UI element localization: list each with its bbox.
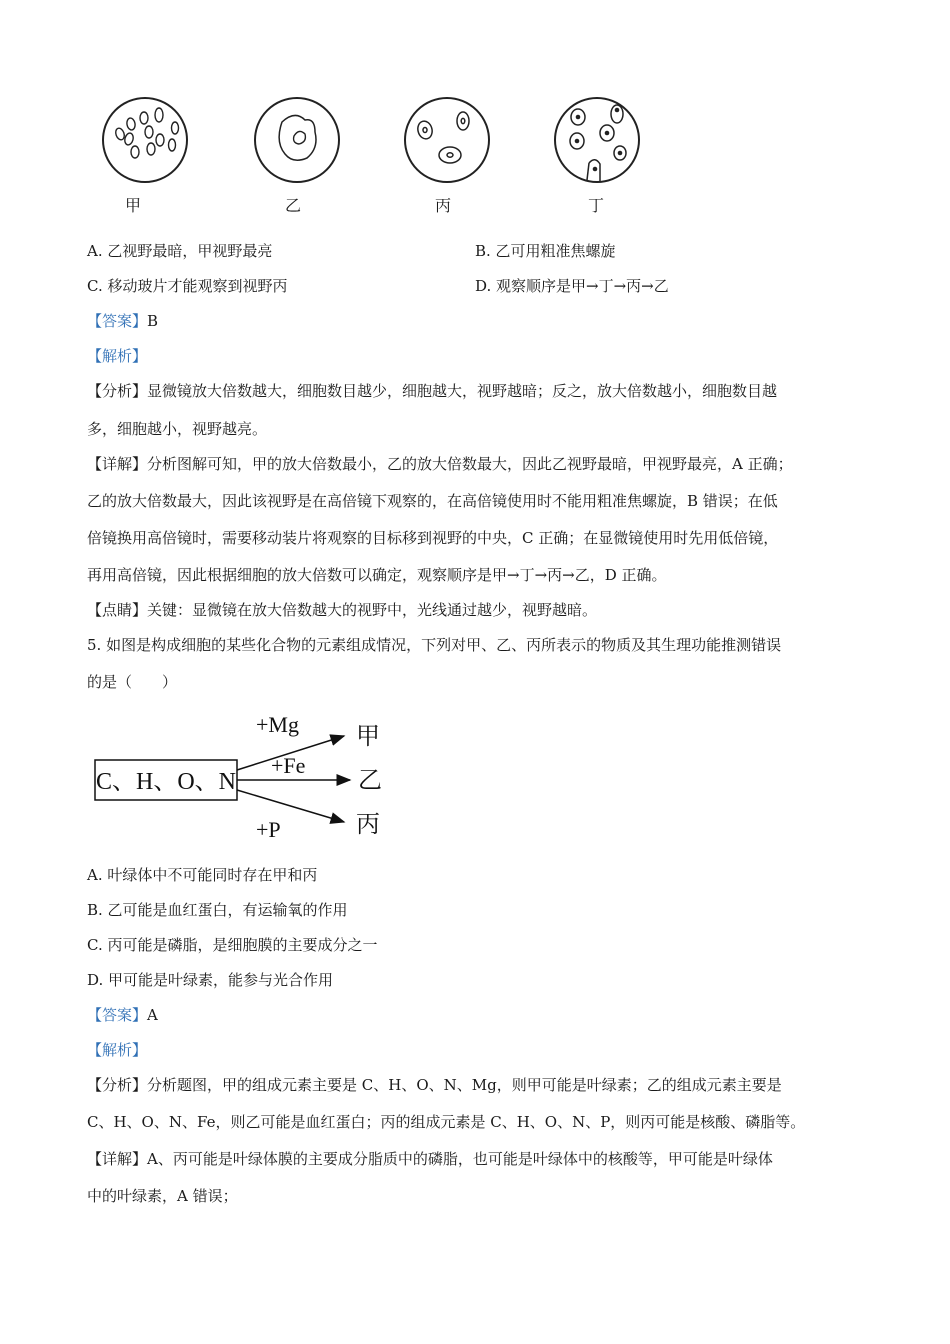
answer-value: B [147,312,159,330]
dianjing-text: 关键：显微镜在放大倍数越大的视野中，光线通过越少，视野越暗。 [147,601,598,619]
arrow-to-bing [237,790,344,822]
label-jia: 甲 [356,722,380,750]
q5-fenxi-2: C、H、O、N、Fe，则乙可能是血红蛋白；丙的组成元素是 C、H、O、N、P，则丙可能是核酸、磷脂等。 [87,1113,806,1131]
q4-xiangjie-3: 倍镜换用高倍镜时，需要移动装片将观察的目标移到视野的中央，C 正确；在显微镜使用时先用低倍镜， [87,529,779,547]
q4-xiangjie-4: 再用高倍镜，因此根据细胞的放大倍数可以确定，观察顺序是甲→丁→丙→乙，D 正确。 [87,566,667,584]
fenxi-text: 显微镜放大倍数越大，细胞数目越少，细胞越大，视野越暗；反之，放大倍数越小，细胞数目越 [147,382,778,400]
q4-option-a: A. 乙视野最暗，甲视野最亮 [87,242,273,260]
xiangjie-text: 分析图解可知，甲的放大倍数最小，乙的放大倍数最大，因此乙视野最暗，甲视野最亮，A 正确； [147,455,793,473]
q5-option-a: A. 叶绿体中不可能同时存在甲和丙 [87,866,318,884]
q4-fenxi-2: 多，细胞越小，视野越亮。 [87,420,268,438]
label-bing: 丙 [356,810,380,838]
dianjing-tag: 【点睛】 [87,601,148,619]
field-jia [103,98,187,182]
q5-option-b: B. 乙可能是血红蛋白，有运输氧的作用 [87,901,348,919]
label-plus-p: +P [256,817,281,842]
q5-option-c: C. 丙可能是磷脂，是细胞膜的主要成分之一 [87,936,378,954]
q5-stem-1: 5. 如图是构成细胞的某些化合物的元素组成情况，下列对甲、乙、丙所表示的物质及其生理功能推测错误 [87,636,782,654]
q5-fenxi-1 [87,1075,782,1095]
q4-option-c: C. 移动玻片才能观察到视野丙 [87,277,288,295]
fenxi-text: 分析题图，甲的组成元素主要是 C、H、O、N、Mg，则甲可能是叶绿素；乙的组成元素主要是 [147,1076,782,1094]
xiangjie-tag: 【详解】 [87,1150,148,1168]
figure-label-ding: 丁 [588,196,605,215]
q5-option-d: D. 甲可能是叶绿素，能参与光合作用 [87,971,334,989]
fenxi-tag: 【分析】 [87,382,148,400]
field-bing [405,98,489,182]
q4-option-b: B. 乙可用粗准焦螺旋 [475,242,616,260]
q5-stem-2: 的是（ ） [87,673,178,691]
q5-analysis-tag: 【解析】 [87,1041,148,1059]
fenxi-tag: 【分析】 [87,1076,148,1094]
figure-label-yi: 乙 [285,196,302,215]
q4-xiangjie-1 [87,454,793,474]
figure-label-jia: 甲 [125,196,142,215]
q4-answer [87,311,158,331]
answer-tag: 【答案】 [87,1006,148,1024]
answer-tag: 【答案】 [87,312,148,330]
microscope-fields-figure [95,90,655,225]
xiangjie-tag: 【详解】 [87,455,148,473]
figure-label-bing: 丙 [435,196,452,215]
q5-xiangjie-2: 中的叶绿素，A 错误； [87,1187,238,1205]
q5-xiangjie-1 [87,1149,773,1169]
q4-xiangjie-2: 乙的放大倍数最大，因此该视野是在高倍镜下观察的，在高倍镜使用时不能用粗准焦螺旋，B 错误；在低 [87,492,778,510]
q4-fenxi-1 [87,381,777,401]
q4-analysis-tag: 【解析】 [87,347,148,365]
label-plus-fe: +Fe [271,753,306,778]
q4-dianjing [87,600,597,620]
element-composition-diagram [92,708,392,848]
q5-answer [87,1005,158,1025]
field-yi [255,98,339,182]
label-plus-mg: +Mg [256,712,299,737]
element-box-label: C、H、O、N [95,769,237,795]
xiangjie-text: A、丙可能是叶绿体膜的主要成分脂质中的磷脂，也可能是叶绿体中的核酸等，甲可能是叶绿体 [147,1150,773,1168]
answer-value: A [147,1006,158,1024]
q4-option-d: D. 观察顺序是甲→丁→丙→乙 [475,277,669,295]
field-ding [555,98,639,182]
label-yi: 乙 [358,766,382,794]
